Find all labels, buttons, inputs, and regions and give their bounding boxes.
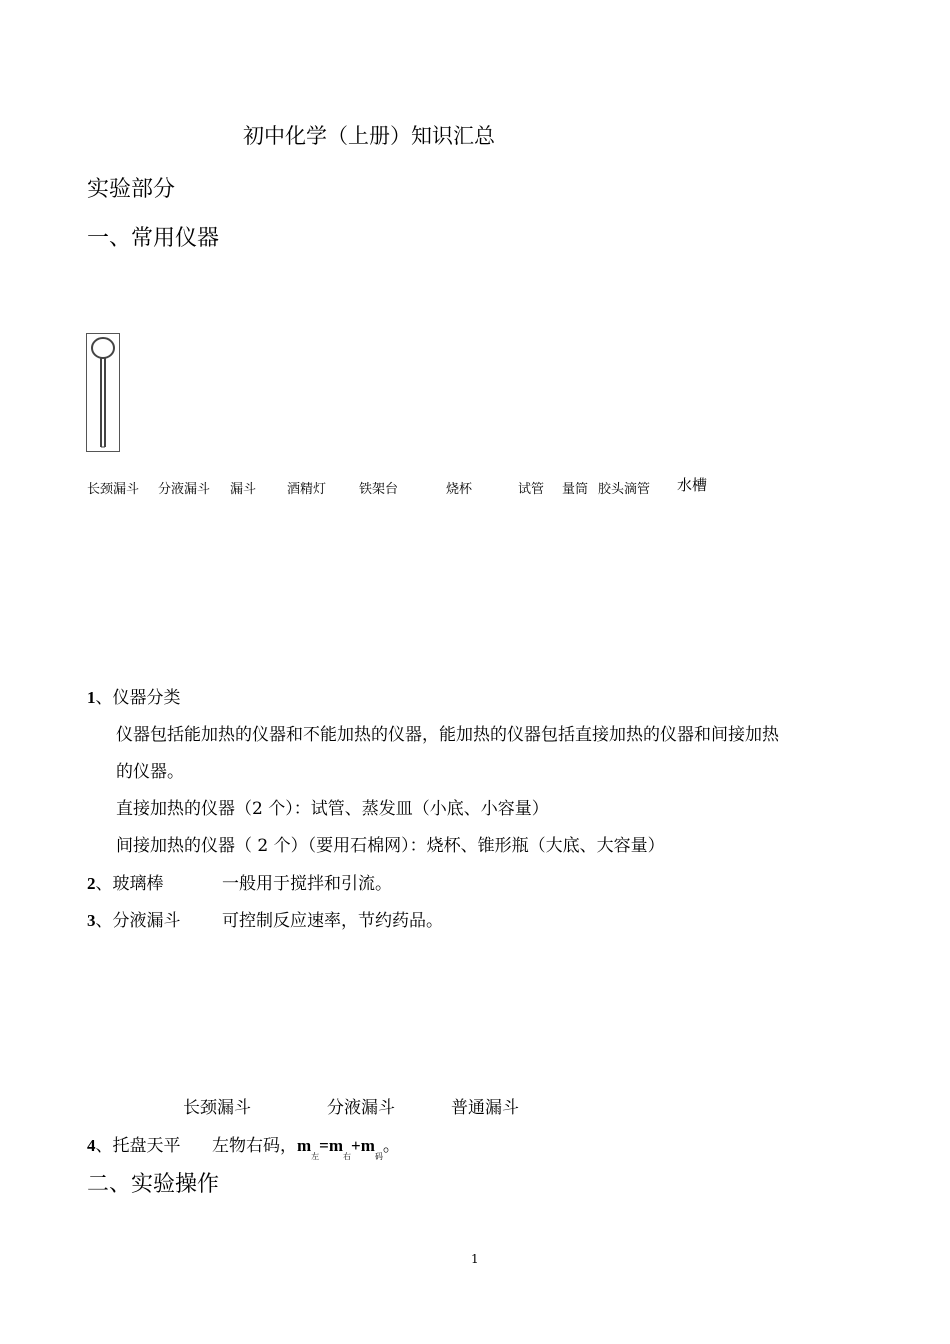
instrument-label: 水槽	[677, 476, 708, 494]
paragraph-line: 仪器包括能加热的仪器和不能加热的仪器，能加热的仪器包括直接加热的仪器和间接加热	[116, 725, 779, 745]
text-fragment: 和	[324, 874, 341, 894]
formula-equals: =	[319, 1136, 329, 1155]
instrument-label: 烧杯	[446, 482, 473, 497]
long-neck-funnel-image	[86, 333, 120, 452]
indirect-heating-line: 间接加热的仪器（ 2 个）（要用石棉网）：烧杯、锥形瓶（大底、大容量）	[116, 836, 665, 856]
instrument-label: 试管	[518, 482, 545, 497]
subscript-right: 右	[343, 1152, 352, 1161]
text-fragment: 左物右码，	[212, 1136, 297, 1156]
funnel-label: 普通漏斗	[451, 1098, 519, 1118]
instrument-label: 铁架台	[359, 482, 399, 497]
glass-rod-text	[222, 869, 392, 894]
instrument-label: 漏斗	[230, 482, 257, 497]
section-heading-experiment: 实验部分	[87, 177, 176, 202]
funnel-drawing-icon	[87, 334, 119, 451]
item-2-heading	[87, 869, 164, 894]
balance-formula	[212, 1131, 400, 1161]
keyword-stir: 搅拌	[290, 874, 324, 894]
item-number: 2	[87, 874, 96, 893]
formula-plus: +	[351, 1136, 361, 1155]
instrument-label: 胶头滴管	[598, 482, 651, 497]
text-fragment: 。	[375, 874, 392, 894]
direct-heating-line: 直接加热的仪器（2 个）：试管、蒸发皿（小底、小容量）	[116, 799, 549, 819]
instrument-label: 长颈漏斗	[87, 482, 140, 497]
item-title: 、托盘天平	[95, 1136, 181, 1156]
instrument-label: 分液漏斗	[158, 482, 211, 497]
funnel-label: 分液漏斗	[327, 1098, 395, 1118]
subscript-weight: 码	[374, 1152, 383, 1161]
separatory-funnel-text: 可控制反应速率，节约药品。	[222, 911, 443, 931]
section-heading-instruments: 一、常用仪器	[87, 226, 220, 251]
formula-m: m	[297, 1136, 312, 1155]
subscript-left: 左	[311, 1152, 320, 1161]
item-title: 、分液漏斗	[95, 911, 181, 931]
instrument-label: 量筒	[562, 482, 589, 497]
page-number: 1	[471, 1252, 479, 1266]
item-title: 、玻璃棒	[95, 874, 164, 894]
item-title: 、仪器分类	[95, 688, 181, 708]
item-4-heading	[87, 1131, 181, 1156]
paragraph-line: 的仪器。	[116, 762, 184, 782]
item-number: 1	[87, 688, 96, 707]
page-title: 初中化学（上册）知识汇总	[243, 124, 495, 148]
funnel-label: 长颈漏斗	[183, 1098, 251, 1118]
instrument-label: 酒精灯	[287, 482, 327, 497]
section-heading-operations: 二、实验操作	[87, 1172, 220, 1197]
formula-m: m	[360, 1136, 375, 1155]
keyword-drain: 引流	[341, 874, 375, 894]
text-fragment: 一般用于	[222, 874, 290, 894]
item-1-heading	[87, 683, 181, 708]
item-3-heading	[87, 906, 181, 931]
item-number: 4	[87, 1136, 96, 1155]
text-fragment: 。	[382, 1136, 400, 1156]
item-number: 3	[87, 911, 96, 930]
formula-m: m	[328, 1136, 344, 1155]
